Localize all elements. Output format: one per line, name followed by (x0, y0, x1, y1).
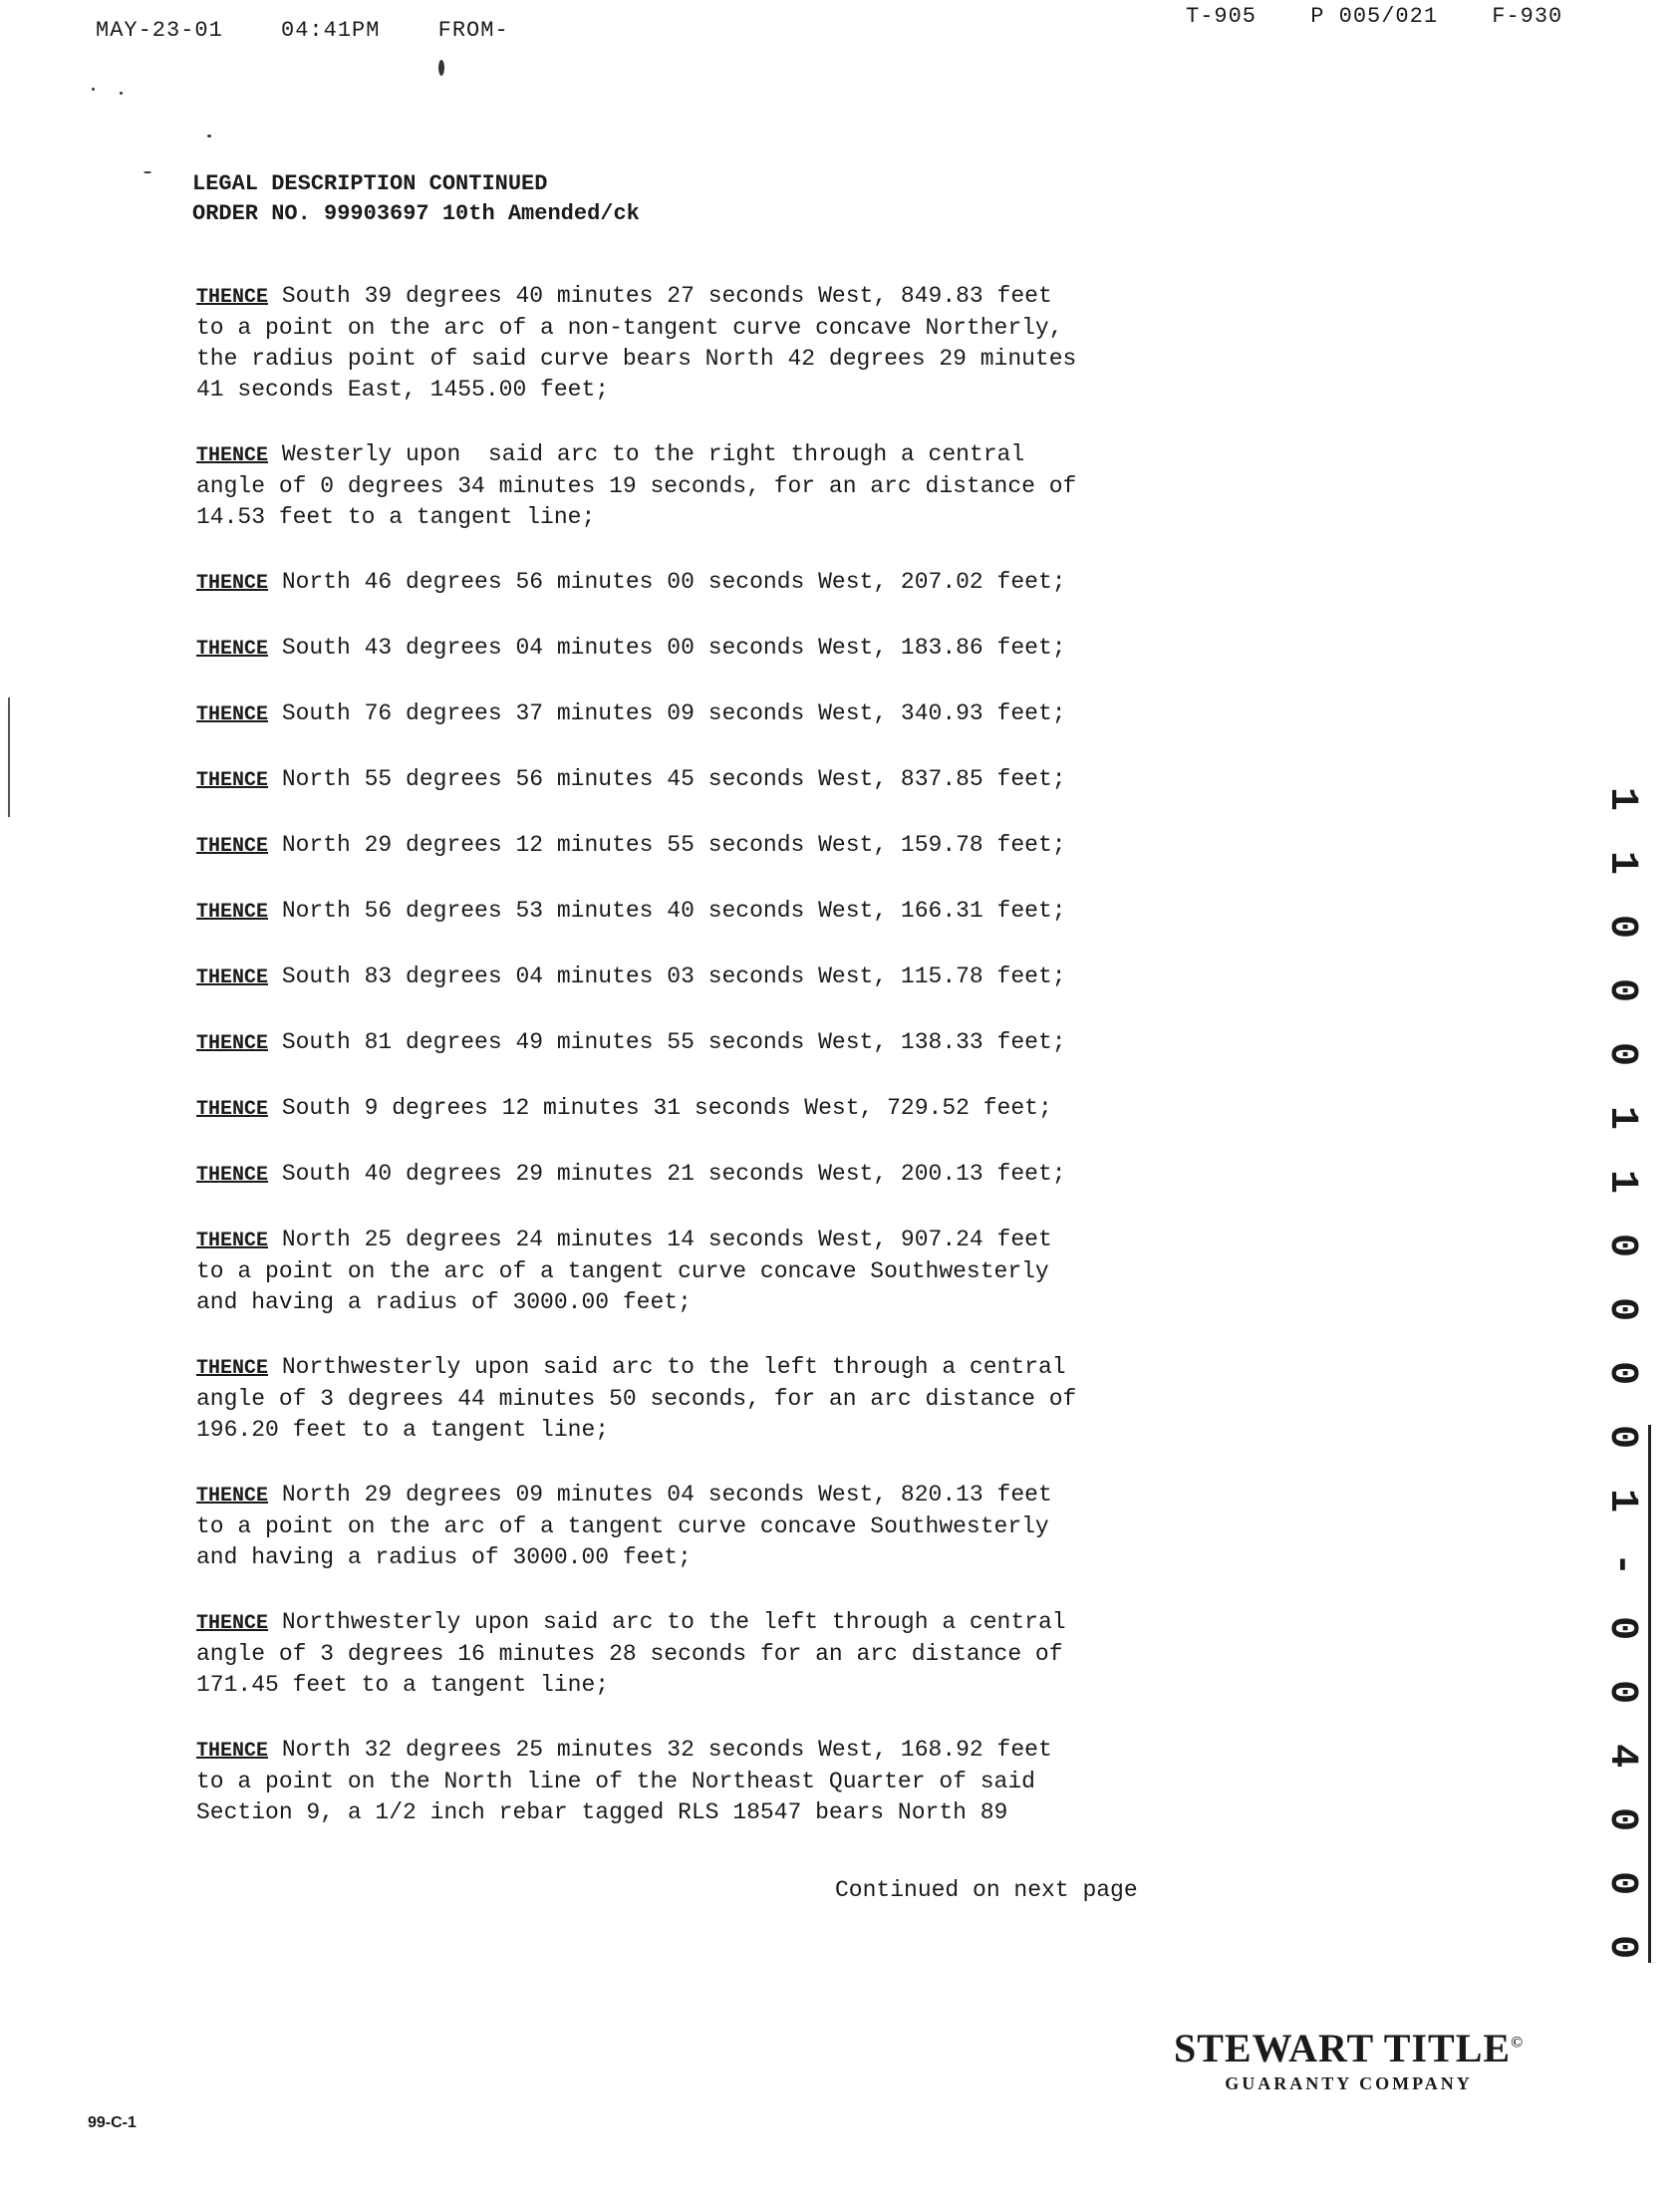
heading-title: LEGAL DESCRIPTION CONTINUED (192, 171, 548, 196)
fax-ref-2: P 005/021 (1310, 4, 1439, 29)
continued-note: Continued on next page (835, 1877, 1138, 1903)
thence-keyword: THENCE (196, 638, 269, 661)
thence-keyword: THENCE (196, 444, 269, 467)
thence-paragraph (196, 1027, 1253, 1059)
ink-speck (120, 92, 123, 95)
thence-keyword: THENCE (196, 769, 269, 792)
thence-keyword: THENCE (196, 286, 269, 309)
thence-keyword: THENCE (196, 1740, 269, 1763)
order-number: ORDER NO. 99903697 10th Amended/ck (192, 201, 640, 226)
thence-paragraph (196, 1735, 1253, 1828)
ink-speck (143, 171, 151, 173)
thence-keyword: THENCE (196, 835, 269, 858)
scan-edge-mark (8, 697, 10, 817)
thence-keyword: THENCE (196, 1230, 269, 1252)
thence-paragraph (196, 764, 1253, 796)
thence-paragraph (196, 1159, 1253, 1191)
thence-keyword: THENCE (196, 1098, 269, 1121)
thence-paragraph (196, 896, 1253, 928)
thence-paragraph (196, 567, 1253, 599)
thence-paragraph (196, 830, 1253, 862)
paragraph-text: North 29 degrees 12 minutes 55 seconds West, 159.78 feet; (268, 832, 1066, 858)
thence-keyword: THENCE (196, 966, 269, 989)
ink-speck (207, 135, 211, 137)
paragraph-text: South 83 degrees 04 minutes 03 seconds West, 115.78 feet; (268, 963, 1066, 989)
thence-paragraph (196, 439, 1253, 533)
recording-stamp: 1 1 0 0 0 1 1 0 0 0 0 1 - 0 0 4 0 0 0 (1599, 787, 1644, 1968)
paragraph-text: South 76 degrees 37 minutes 09 seconds West, 340.93 feet; (268, 700, 1066, 726)
fax-time: 04:41PM (281, 18, 381, 43)
thence-keyword: THENCE (196, 901, 269, 924)
thence-paragraph (196, 1607, 1253, 1701)
paragraph-text: North 29 degrees 09 minutes 04 seconds West, 820.13 feet to a point on the arc of a tangent curve concave Southwesterly and having a radius of 3000.00 feet; (196, 1482, 1052, 1570)
fax-ref-3: F-930 (1492, 4, 1563, 29)
paragraph-text: South 81 degrees 49 minutes 55 seconds West, 138.33 feet; (268, 1029, 1066, 1055)
thence-paragraph (196, 962, 1253, 993)
paragraph-text: South 40 degrees 29 minutes 21 seconds West, 200.13 feet; (268, 1161, 1066, 1187)
paragraph-text: South 39 degrees 40 minutes 27 seconds West, 849.83 feet to a point on the arc of a non-tangent curve concave Northerly, the radius point of said curve bears North 42 degrees 29 minutes 41 seconds East, 1455.00 feet; (196, 283, 1077, 403)
ink-speck (438, 60, 444, 76)
thence-keyword: THENCE (196, 1164, 269, 1187)
thence-keyword: THENCE (196, 572, 269, 595)
fax-from: FROM- (437, 18, 509, 43)
paragraph-text: North 55 degrees 56 minutes 45 seconds West, 837.85 feet; (268, 766, 1066, 792)
fax-ref-1: T-905 (1186, 4, 1258, 29)
legal-description-body (196, 281, 1253, 1862)
thence-paragraph (196, 1352, 1253, 1446)
stewart-title-logo (1174, 2025, 1524, 2094)
thence-keyword: THENCE (196, 1612, 269, 1635)
thence-paragraph (196, 281, 1253, 406)
paragraph-text: Northwesterly upon said arc to the left through a central angle of 3 degrees 44 minutes 50 seconds, for an arc distance of 196.20 feet to a tangent line; (196, 1354, 1077, 1443)
legal-description-heading (192, 169, 640, 229)
thence-paragraph (196, 1480, 1253, 1573)
thence-paragraph (196, 1225, 1253, 1318)
fax-header-left (96, 18, 553, 43)
paragraph-text: Westerly upon said arc to the right through a central angle of 0 degrees 34 minutes 19 seconds, for an arc distance of 14.53 feet to a tangent line; (196, 441, 1077, 530)
logo-main-text: STEWART TITLE (1174, 2026, 1512, 2070)
fax-header-right (1186, 4, 1602, 29)
registered-mark-icon: © (1511, 2034, 1525, 2052)
paragraph-text: Northwesterly upon said arc to the left through a central angle of 3 degrees 16 minutes 28 seconds for an arc distance of 171.45 feet to a tangent line; (196, 1609, 1066, 1698)
paragraph-text: South 43 degrees 04 minutes 00 seconds West, 183.86 feet; (268, 635, 1066, 661)
stamp-rule (1648, 1425, 1651, 1963)
thence-paragraph (196, 633, 1253, 665)
ink-speck (92, 88, 95, 91)
logo-sub-text: GUARANTY COMPANY (1225, 2073, 1473, 2093)
thence-keyword: THENCE (196, 1032, 269, 1055)
paragraph-text: North 25 degrees 24 minutes 14 seconds West, 907.24 feet to a point on the arc of a tangent curve concave Southwesterly and having a radius of 3000.00 feet; (196, 1227, 1052, 1315)
fax-date: MAY-23-01 (96, 18, 223, 43)
form-code: 99-C-1 (88, 2114, 137, 2131)
paragraph-text: North 32 degrees 25 minutes 32 seconds West, 168.92 feet to a point on the North line of the Northeast Quarter of said Section 9, a 1/2 inch rebar tagged RLS 18547 bears North 89 (196, 1737, 1052, 1825)
paragraph-text: North 56 degrees 53 minutes 40 seconds West, 166.31 feet; (268, 898, 1066, 924)
paragraph-text: North 46 degrees 56 minutes 00 seconds West, 207.02 feet; (268, 569, 1066, 595)
thence-keyword: THENCE (196, 1485, 269, 1508)
paragraph-text: South 9 degrees 12 minutes 31 seconds West, 729.52 feet; (268, 1095, 1052, 1121)
thence-paragraph (196, 1093, 1253, 1125)
thence-paragraph (196, 698, 1253, 730)
thence-keyword: THENCE (196, 703, 269, 726)
thence-keyword: THENCE (196, 1357, 269, 1380)
